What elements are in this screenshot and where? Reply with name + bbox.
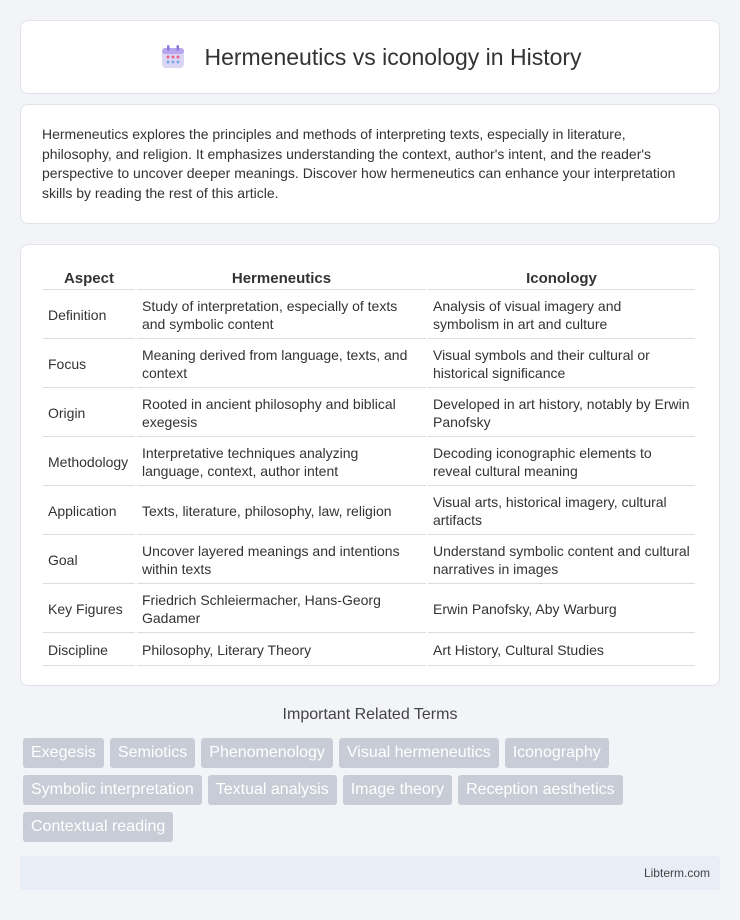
tag-phenomenology[interactable]: Phenomenology [201,738,333,768]
aspect-cell: Methodology [43,439,135,486]
tag-symbolic-interpretation[interactable]: Symbolic interpretation [23,775,202,805]
intro-text: Hermeneutics explores the principles and methods of interpreting texts, especially in literature, philosophy, and religion. It emphasizes understanding the context, author's intent, and the reader's perspective to uncover deeper meanings. Discover how hermeneutics can enhance your interpretation skills by reading the rest of this article. [42,126,676,201]
comparison-table-card [20,244,720,686]
comparison-table [41,265,697,668]
aspect-cell: Definition [43,292,135,339]
hermeneutics-cell: Study of interpretation, especially of texts and symbolic content [137,292,426,339]
header-hermeneutics: Hermeneutics [137,267,426,290]
table-row [43,341,695,388]
related-terms-list [23,738,723,842]
tag-textual-analysis[interactable]: Textual analysis [208,775,337,805]
hermeneutics-cell: Meaning derived from language, texts, and context [137,341,426,388]
hermeneutics-cell: Friedrich Schleiermacher, Hans-Georg Gadamer [137,586,426,633]
hermeneutics-cell: Philosophy, Literary Theory [137,635,426,666]
tag-semiotics[interactable]: Semiotics [110,738,195,768]
tag-reception-aesthetics[interactable]: Reception aesthetics [458,775,623,805]
table-row [43,586,695,633]
aspect-cell: Goal [43,537,135,584]
header-iconology: Iconology [428,267,695,290]
table-row [43,439,695,486]
title-wrap [158,42,581,72]
tag-exegesis[interactable]: Exegesis [23,738,104,768]
table-row [43,537,695,584]
iconology-cell: Visual symbols and their cultural or historical significance [428,341,695,388]
iconology-cell: Understand symbolic content and cultural narratives in images [428,537,695,584]
tag-contextual-reading[interactable]: Contextual reading [23,812,173,842]
iconology-cell: Erwin Panofsky, Aby Warburg [428,586,695,633]
aspect-cell: Discipline [43,635,135,666]
tag-iconography[interactable]: Iconography [505,738,609,768]
iconology-cell: Visual arts, historical imagery, cultural artifacts [428,488,695,535]
hermeneutics-cell: Rooted in ancient philosophy and biblical exegesis [137,390,426,437]
header-aspect: Aspect [43,267,135,290]
tag-visual-hermeneutics[interactable]: Visual hermeneutics [339,738,499,768]
aspect-cell: Key Figures [43,586,135,633]
aspect-cell: Focus [43,341,135,388]
table-row [43,488,695,535]
intro-card [20,104,720,224]
footer-link[interactable]: Libterm.com [643,866,710,880]
page-title: Hermeneutics vs iconology in History [204,43,582,70]
table-header-row [43,267,695,290]
footer [20,856,720,890]
table-row [43,390,695,437]
iconology-cell: Art History, Cultural Studies [428,635,695,666]
iconology-cell: Decoding iconographic elements to reveal cultural meaning [428,439,695,486]
tag-image-theory[interactable]: Image theory [343,775,452,805]
calendar-icon [158,42,188,72]
aspect-cell: Origin [43,390,135,437]
iconology-cell: Analysis of visual imagery and symbolism in art and culture [428,292,695,339]
aspect-cell: Application [43,488,135,535]
table-row [43,635,695,666]
header-card [20,20,720,94]
table-row [43,292,695,339]
related-terms-title: Important Related Terms [282,706,458,723]
hermeneutics-cell: Uncover layered meanings and intentions within texts [137,537,426,584]
iconology-cell: Developed in art history, notably by Erwin Panofsky [428,390,695,437]
hermeneutics-cell: Interpretative techniques analyzing language, context, author intent [137,439,426,486]
hermeneutics-cell: Texts, literature, philosophy, law, religion [137,488,426,535]
